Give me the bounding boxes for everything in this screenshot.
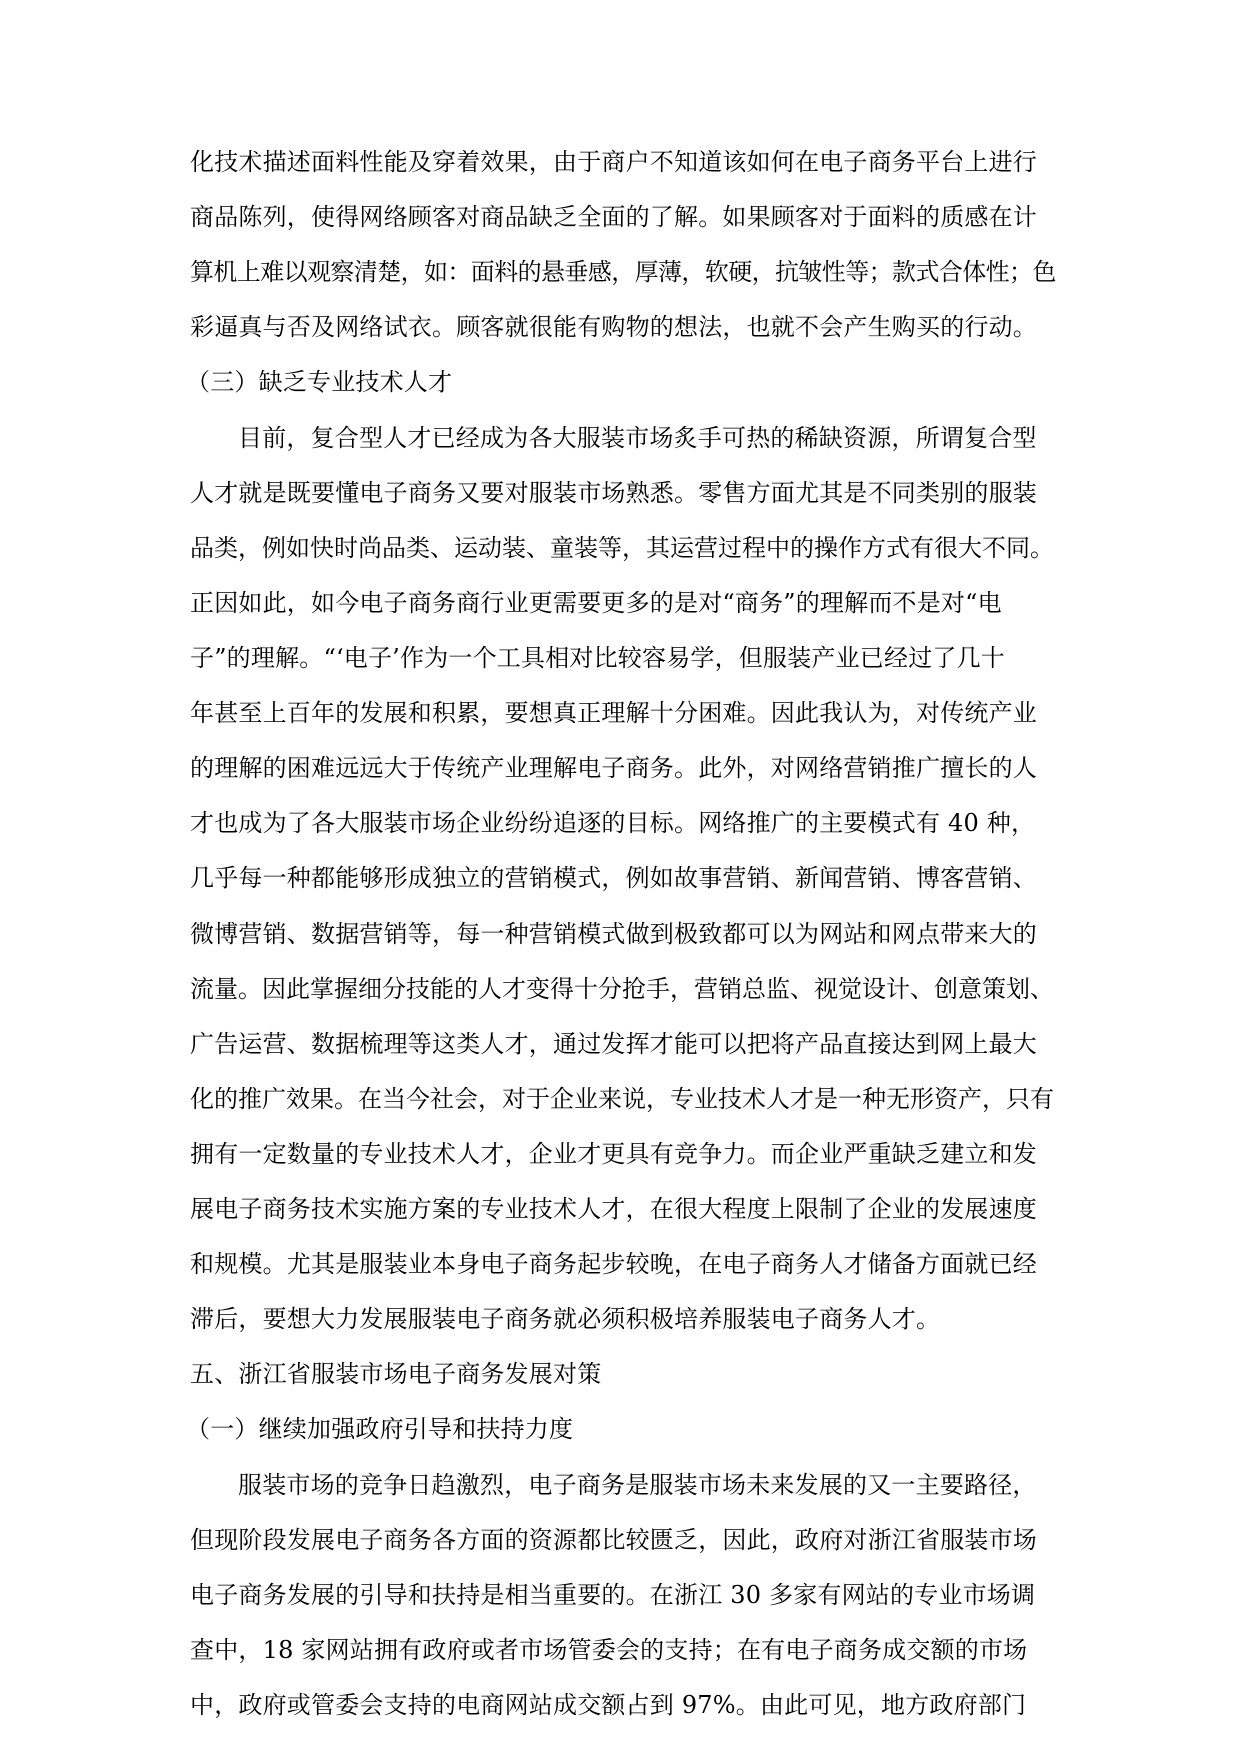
- paragraph-line: 但现阶段发展电子商务各方面的资源都比较匮乏，因此，政府对浙江省服装市场: [190, 1526, 1037, 1554]
- paragraph-line: 广告运营、数据梳理等这类人才，通过发挥才能可以把将产品直接达到网上最大: [190, 1030, 1037, 1058]
- chapter-heading: 五、浙江省服装市场电子商务发展对策: [190, 1360, 602, 1388]
- paragraph-line: 商品陈列，使得网络顾客对商品缺乏全面的了解。如果顾客对于面料的质感在计: [190, 203, 1037, 231]
- paragraph-line: 化的推广效果。在当今社会，对于企业来说，专业技术人才是一种无形资产，只有: [190, 1085, 1054, 1113]
- paragraph-line: 滞后，要想大力发展服装电子商务就必须积极培养服装电子商务人才。: [190, 1305, 941, 1333]
- paragraph-line: 才也成为了各大服装市场企业纷纷追逐的目标。网络推广的主要模式有 40 种，: [190, 809, 1036, 837]
- paragraph-line: 年甚至上百年的发展和积累，要想真正理解十分困难。因此我认为，对传统产业: [190, 699, 1037, 727]
- paragraph-line: 算机上难以观察清楚，如：面料的悬垂感，厚薄，软硬，抗皱性等；款式合体性；色: [190, 258, 1056, 286]
- paragraph-line: 化技术描述面料性能及穿着效果，由于商户不知道该如何在电子商务平台上进行: [190, 148, 1037, 176]
- paragraph-line: 正因如此，如今电子商务商行业更需要更多的是对“商务”的理解而不是对“电: [190, 589, 1002, 617]
- paragraph-line: 几乎每一种都能够形成独立的营销模式，例如故事营销、新闻营销、博客营销、: [190, 864, 1037, 892]
- paragraph-line: 中，政府或管委会支持的电商网站成交额占到 97%。由此可见，地方政府部门: [190, 1691, 1027, 1719]
- paragraph-line: 人才就是既要懂电子商务又要对服装市场熟悉。零售方面尤其是不同类别的服装: [190, 479, 1037, 507]
- paragraph-line: 和规模。尤其是服装业本身电子商务起步较晚，在电子商务人才储备方面就已经: [190, 1250, 1037, 1278]
- paragraph-line: 服装市场的竞争日趋激烈，电子商务是服装市场未来发展的又一主要路径，: [238, 1471, 1037, 1499]
- paragraph-line: 拥有一定数量的专业技术人才，企业才更具有竞争力。而企业严重缺乏建立和发: [190, 1140, 1037, 1168]
- paragraph-line: 子”的理解。“‘电子’作为一个工具相对比较容易学，但服装产业已经过了几十: [190, 644, 1005, 672]
- paragraph-line: 微博营销、数据营销等，每一种营销模式做到极致都可以为网站和网点带来大的: [190, 920, 1037, 948]
- paragraph-line: 电子商务发展的引导和扶持是相当重要的。在浙江 30 多家有网站的专业市场调: [190, 1581, 1036, 1609]
- paragraph-line: 目前，复合型人才已经成为各大服装市场炙手可热的稀缺资源，所谓复合型: [238, 424, 1037, 452]
- paragraph-line: 彩逼真与否及网络试衣。顾客就很能有购物的想法，也就不会产生购买的行动。: [190, 313, 1037, 341]
- paragraph-line: 的理解的困难远远大于传统产业理解电子商务。此外，对网络营销推广擅长的人: [190, 754, 1037, 782]
- paragraph-line: 展电子商务技术实施方案的专业技术人才，在很大程度上限制了企业的发展速度: [190, 1195, 1037, 1223]
- paragraph-line: 流量。因此掌握细分技能的人才变得十分抢手，营销总监、视觉设计、创意策划、: [190, 975, 1054, 1003]
- paragraph-line: 品类，例如快时尚品类、运动装、童装等，其运营过程中的操作方式有很大不同。: [190, 534, 1054, 562]
- section-heading: （一）继续加强政府引导和扶持力度: [186, 1415, 574, 1443]
- section-heading: （三）缺乏专业技术人才: [186, 368, 453, 396]
- paragraph-line: 查中，18 家网站拥有政府或者市场管委会的支持；在有电子商务成交额的市场: [190, 1636, 1028, 1664]
